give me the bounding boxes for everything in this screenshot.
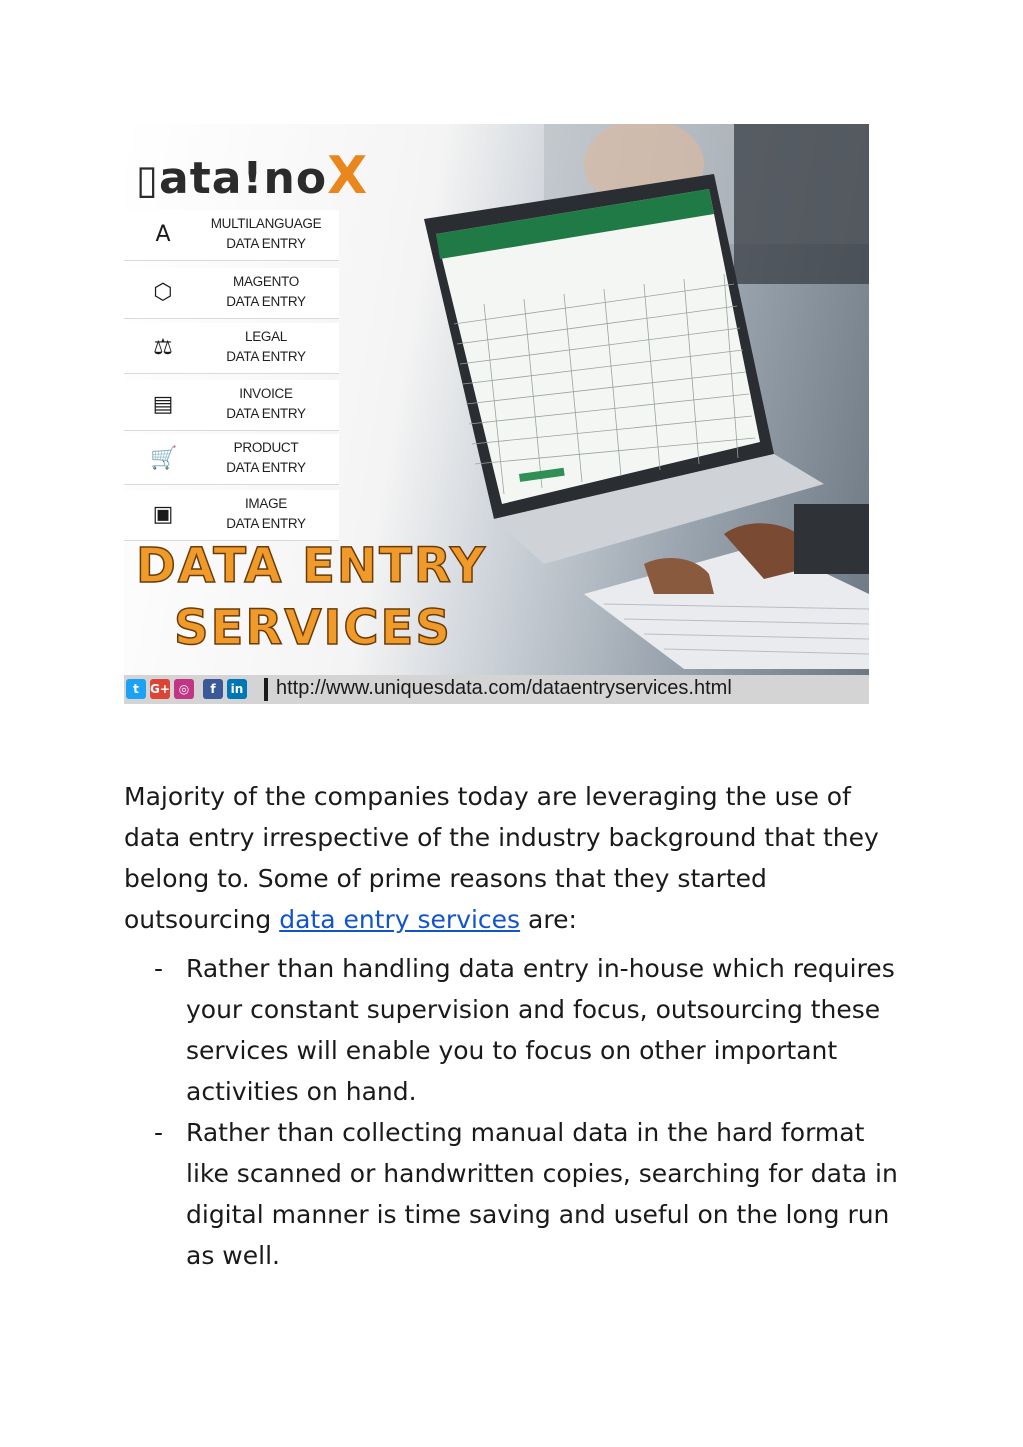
service-product (124, 434, 339, 485)
intro-text-end: are: (520, 905, 577, 934)
service-label: MAGENTO DATA ENTRY (226, 274, 306, 309)
invoice-icon: ▤ (152, 392, 174, 417)
logo-doc-icon: ▯ (136, 157, 160, 203)
reasons-list (124, 948, 914, 1276)
twitter-icon: t (126, 679, 146, 699)
headline-data-entry: DATA ENTRY (136, 538, 487, 594)
service-image (124, 490, 339, 541)
logo-x: X (327, 146, 369, 206)
datainox-logo (136, 146, 368, 206)
service-label: INVOICE DATA ENTRY (226, 386, 306, 421)
service-multilanguage (124, 210, 339, 261)
headline-services: SERVICES (174, 600, 452, 656)
data-entry-services-link[interactable]: data entry services (279, 905, 521, 934)
google-plus-icon: G+ (150, 679, 170, 699)
magento-icon: ⬡ (153, 280, 173, 305)
image-icon: ▣ (152, 502, 174, 527)
service-label: IMAGE DATA ENTRY (226, 496, 306, 531)
linkedin-icon: in (227, 679, 247, 699)
bullet-dash: - (154, 1118, 164, 1147)
translate-icon: A (155, 222, 171, 247)
banner-footer (124, 675, 869, 704)
intro-paragraph (124, 776, 914, 940)
list-item (124, 1112, 914, 1276)
facebook-icon: f (203, 679, 223, 699)
bullet-text: Rather than handling data entry in-house which requires your constant supervision and focus, outsourcing these services will enable you to focus on other important activities on hand. (186, 954, 895, 1106)
article-body (124, 776, 914, 1276)
service-label: PRODUCT DATA ENTRY (226, 440, 306, 475)
bullet-dash: - (154, 954, 164, 983)
intro-text: Majority of the companies today are leveraging the use of data entry irrespective of the industry background that they belong to. Some of prime reasons that they started outsourcing (124, 782, 879, 934)
service-label: MULTILANGUAGE DATA ENTRY (210, 216, 322, 251)
promo-banner-image (124, 124, 869, 704)
logo-text: ata!no (159, 153, 328, 204)
cart-icon: 🛒 (150, 446, 178, 471)
service-invoice (124, 380, 339, 431)
divider (264, 678, 268, 701)
instagram-icon: ◎ (174, 679, 194, 699)
service-legal (124, 323, 339, 374)
list-item (124, 948, 914, 1112)
service-magento (124, 268, 339, 319)
bullet-text: Rather than collecting manual data in the hard format like scanned or handwritten copies, searching for data in digital manner is time saving and useful on the long run as well. (186, 1118, 898, 1270)
gavel-icon: ⚖ (153, 335, 173, 360)
service-label: LEGAL DATA ENTRY (226, 329, 306, 364)
banner-url: http://www.uniquesdata.com/dataentryservices.html (276, 677, 732, 699)
